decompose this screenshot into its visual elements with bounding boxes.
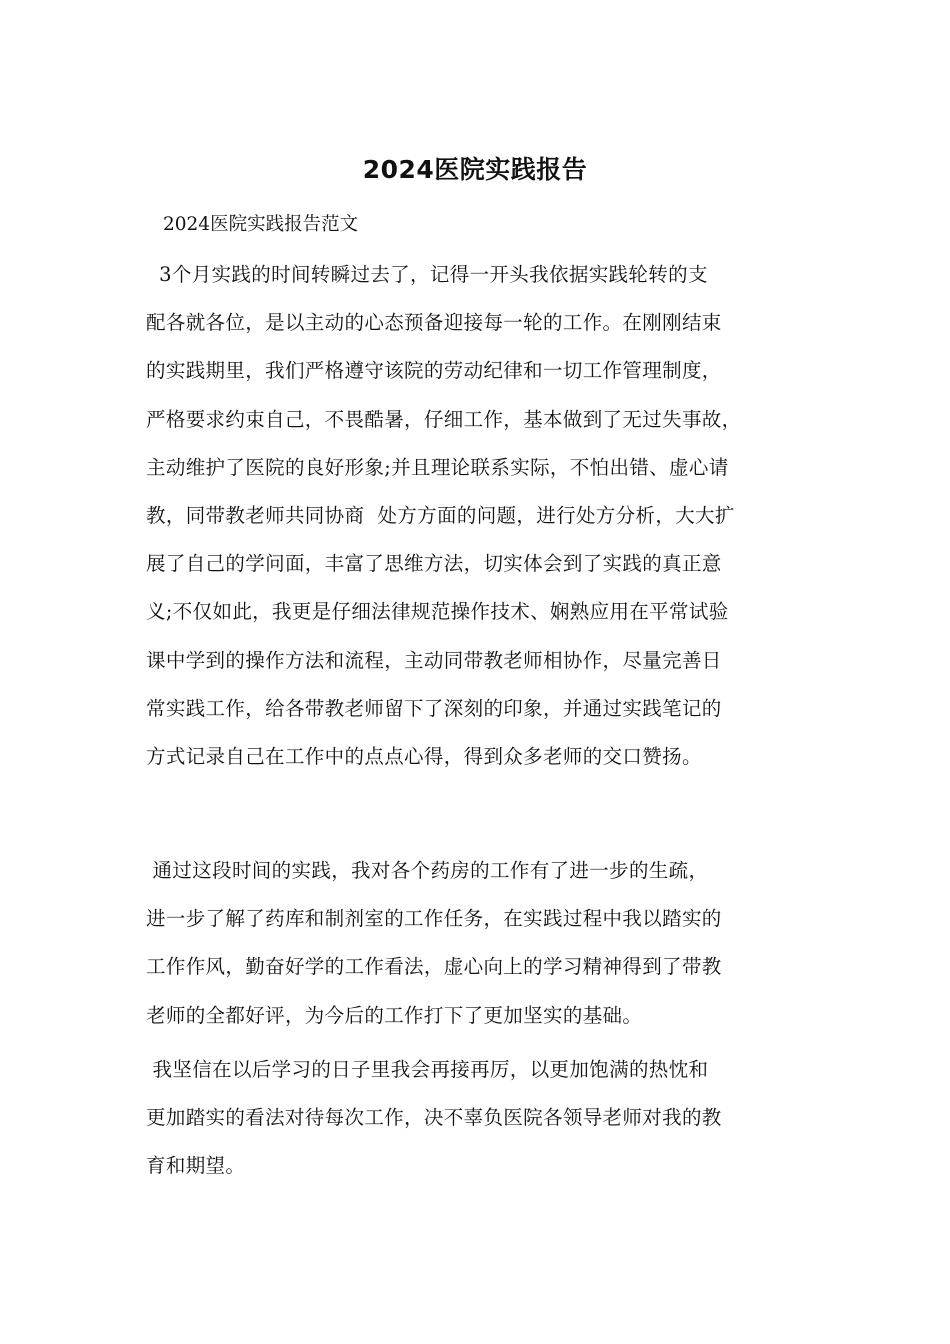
text-line: 通过这段时间的实践，我对各个药房的工作有了进一步的生疏， <box>146 859 709 882</box>
text-line: 的实践期里，我们严格遵守该院的劳动纪律和一切工作管理制度， <box>146 359 722 383</box>
text-line: 义;不仅如此，我更是仔细法律规范操作技术、娴熟应用在平常试验 <box>146 600 729 624</box>
document-subtitle: 2024医院实践报告范文 <box>163 214 359 235</box>
paragraph-1 <box>146 251 826 781</box>
text-line: 我坚信在以后学习的日子里我会再接再厉，以更加饱满的热忱和 <box>146 1058 709 1081</box>
text-line: 育和期望。 <box>146 1154 246 1178</box>
paragraph-3 <box>146 1046 826 1191</box>
paragraph-2 <box>146 847 826 1040</box>
text-line: 严格要求约束自己，不畏酷暑，仔细工作，基本做到了无过失事故， <box>146 407 742 431</box>
text-line: 更加踏实的看法对待每次工作，决不辜负医院各领导老师对我的教 <box>146 1106 722 1130</box>
text-line: 常实践工作，给各带教老师留下了深刻的印象，并通过实践笔记的 <box>146 696 722 720</box>
document-title: 2024医院实践报告 <box>362 155 588 184</box>
text-line: 进一步了解了药库和制剂室的工作任务，在实践过程中我以踏实的 <box>146 907 722 931</box>
text-line: 老师的全都好评，为今后的工作打下了更加坚实的基础。 <box>146 1003 643 1027</box>
text-line: 课中学到的操作方法和流程，主动同带教老师相协作，尽量完善日 <box>146 648 722 672</box>
text-line: 工作作风，勤奋好学的工作看法，虚心向上的学习精神得到了带教 <box>146 955 722 979</box>
text-line: 教，同带教老师共同协商 处方方面的问题，进行处方分析，大大扩 <box>146 504 735 528</box>
text-line: 方式记录自己在工作中的点点心得，得到众多老师的交口赞扬。 <box>146 745 702 769</box>
text-line: 展了自己的学问面，丰富了思维方法，切实体会到了实践的真正意 <box>146 552 722 576</box>
text-line: 配各就各位，是以主动的心态预备迎接每一轮的工作。在刚刚结束 <box>146 311 722 335</box>
text-line: 主动维护了医院的良好形象;并且理论联系实际，不怕出错、虚心请 <box>146 455 729 479</box>
text-line: 3个月实践的时间转瞬过去了，记得一开头我依据实践轮转的支 <box>146 263 708 286</box>
